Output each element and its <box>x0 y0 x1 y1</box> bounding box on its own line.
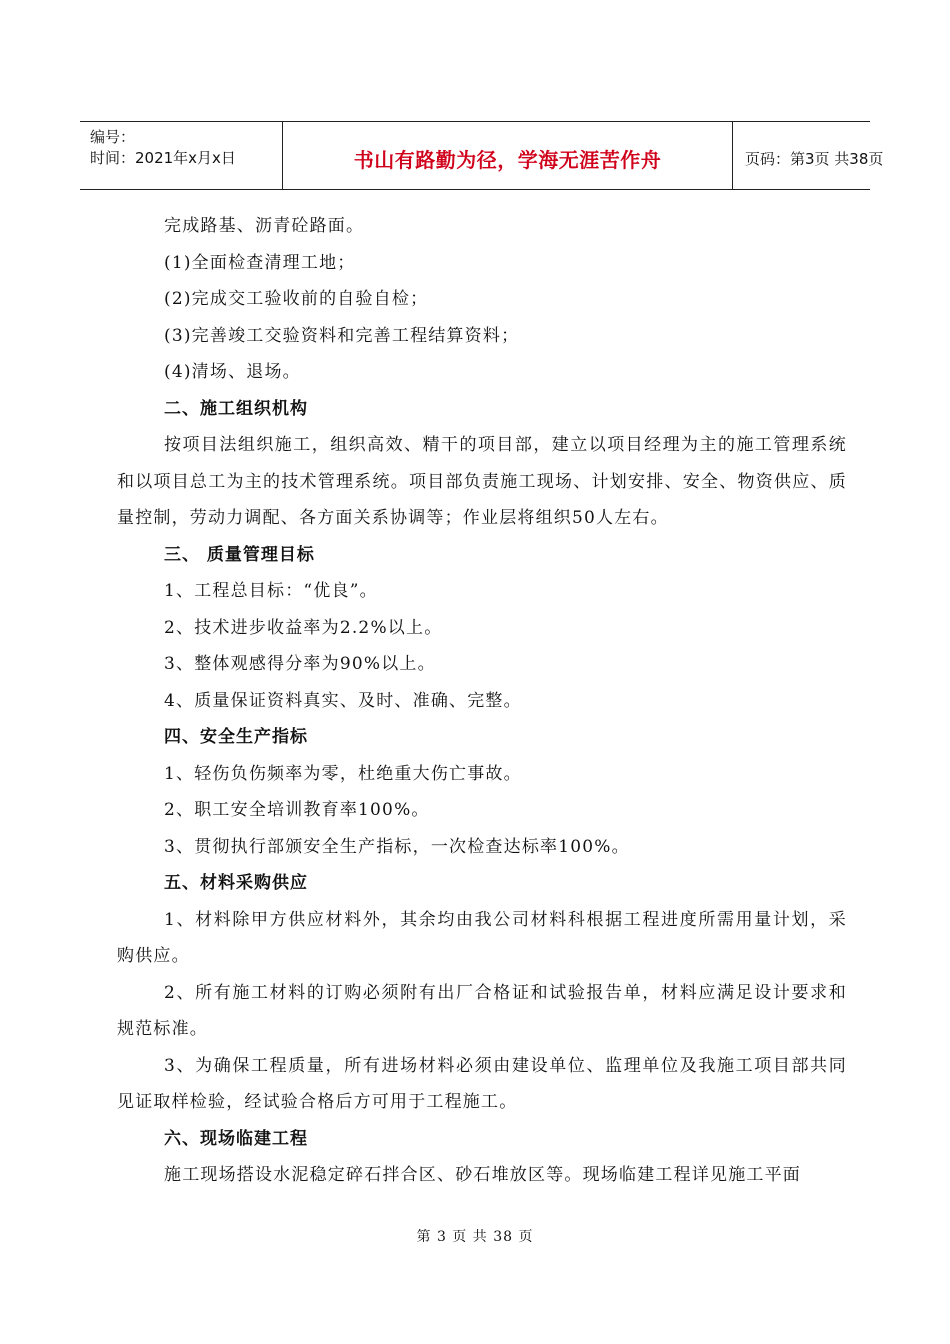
document-body <box>117 208 847 1194</box>
body-paragraph: 1、工程总目标：“优良”。 <box>164 581 378 601</box>
body-paragraph: 2、职工安全培训教育率100%。 <box>164 800 430 820</box>
body-paragraph: 1、材料除甲方供应材料外，其余均由我公司材料科根据工程进度所需用量计划，采购供应。 <box>117 909 847 966</box>
section-heading: 四、安全生产指标 <box>164 727 308 747</box>
section-heading: 二、施工组织机构 <box>164 398 308 419</box>
header-right-cell <box>733 122 884 189</box>
section-heading: 三、 质量管理目标 <box>164 544 315 565</box>
body-paragraph: 3、贯彻执行部颁安全生产指标，一次检查达标率100%。 <box>164 836 630 857</box>
section-heading: 五、材料采购供应 <box>164 873 308 893</box>
body-paragraph: (4)清场、退场。 <box>164 362 301 382</box>
header-left-cell <box>80 122 282 189</box>
section-heading: 六、现场临建工程 <box>164 1128 308 1149</box>
body-paragraph: 按项目法组织施工，组织高效、精干的项目部，建立以项目经理为主的施工管理系统和以项目总工为主的技术管理系统。项目部负责施工现场、计划安排、安全、物资供应、质量控制，劳动力调配、各方面关系协调等；作业层将组织50人左右。 <box>117 435 847 528</box>
body-paragraph: (2)完成交工验收前的自验自检； <box>164 289 429 309</box>
header-middle-cell <box>282 122 733 189</box>
body-paragraph: 完成路基、沥青砼路面。 <box>164 216 365 236</box>
body-paragraph: 2、所有施工材料的订购必须附有出厂合格证和试验报告单，材料应满足设计要求和规范标准。 <box>117 982 847 1039</box>
body-paragraph: 4、质量保证资料真实、及时、准确、完整。 <box>164 690 522 711</box>
body-paragraph: 3、整体观感得分率为90%以上。 <box>164 654 436 674</box>
document-number-label: 编号： <box>90 128 136 146</box>
header-page-info: 页码：第3页 共38页 <box>745 150 884 168</box>
body-paragraph: (3)完善竣工交验资料和完善工程结算资料； <box>164 325 520 346</box>
body-paragraph: 施工现场搭设水泥稳定碎石拌合区、砂石堆放区等。现场临建工程详见施工平面 <box>164 1165 801 1185</box>
body-paragraph: 1、轻伤负伤频率为零，杜绝重大伤亡事故。 <box>164 763 522 784</box>
page-footer: 第 3 页 共 38 页 <box>416 1229 534 1245</box>
body-paragraph: (1)全面检查清理工地； <box>164 252 356 273</box>
body-paragraph: 3、为确保工程质量，所有进场材料必须由建设单位、监理单位及我施工项目部共同见证取样检验，经试验合格后方可用于工程施工。 <box>117 1055 847 1112</box>
document-time-label: 时间：2021年x月x日 <box>90 149 236 167</box>
page-header <box>80 121 884 190</box>
body-paragraph: 2、技术进步收益率为2.2%以上。 <box>164 617 443 638</box>
header-motto: 书山有路勤为径，学海无涯苦作舟 <box>353 148 662 172</box>
